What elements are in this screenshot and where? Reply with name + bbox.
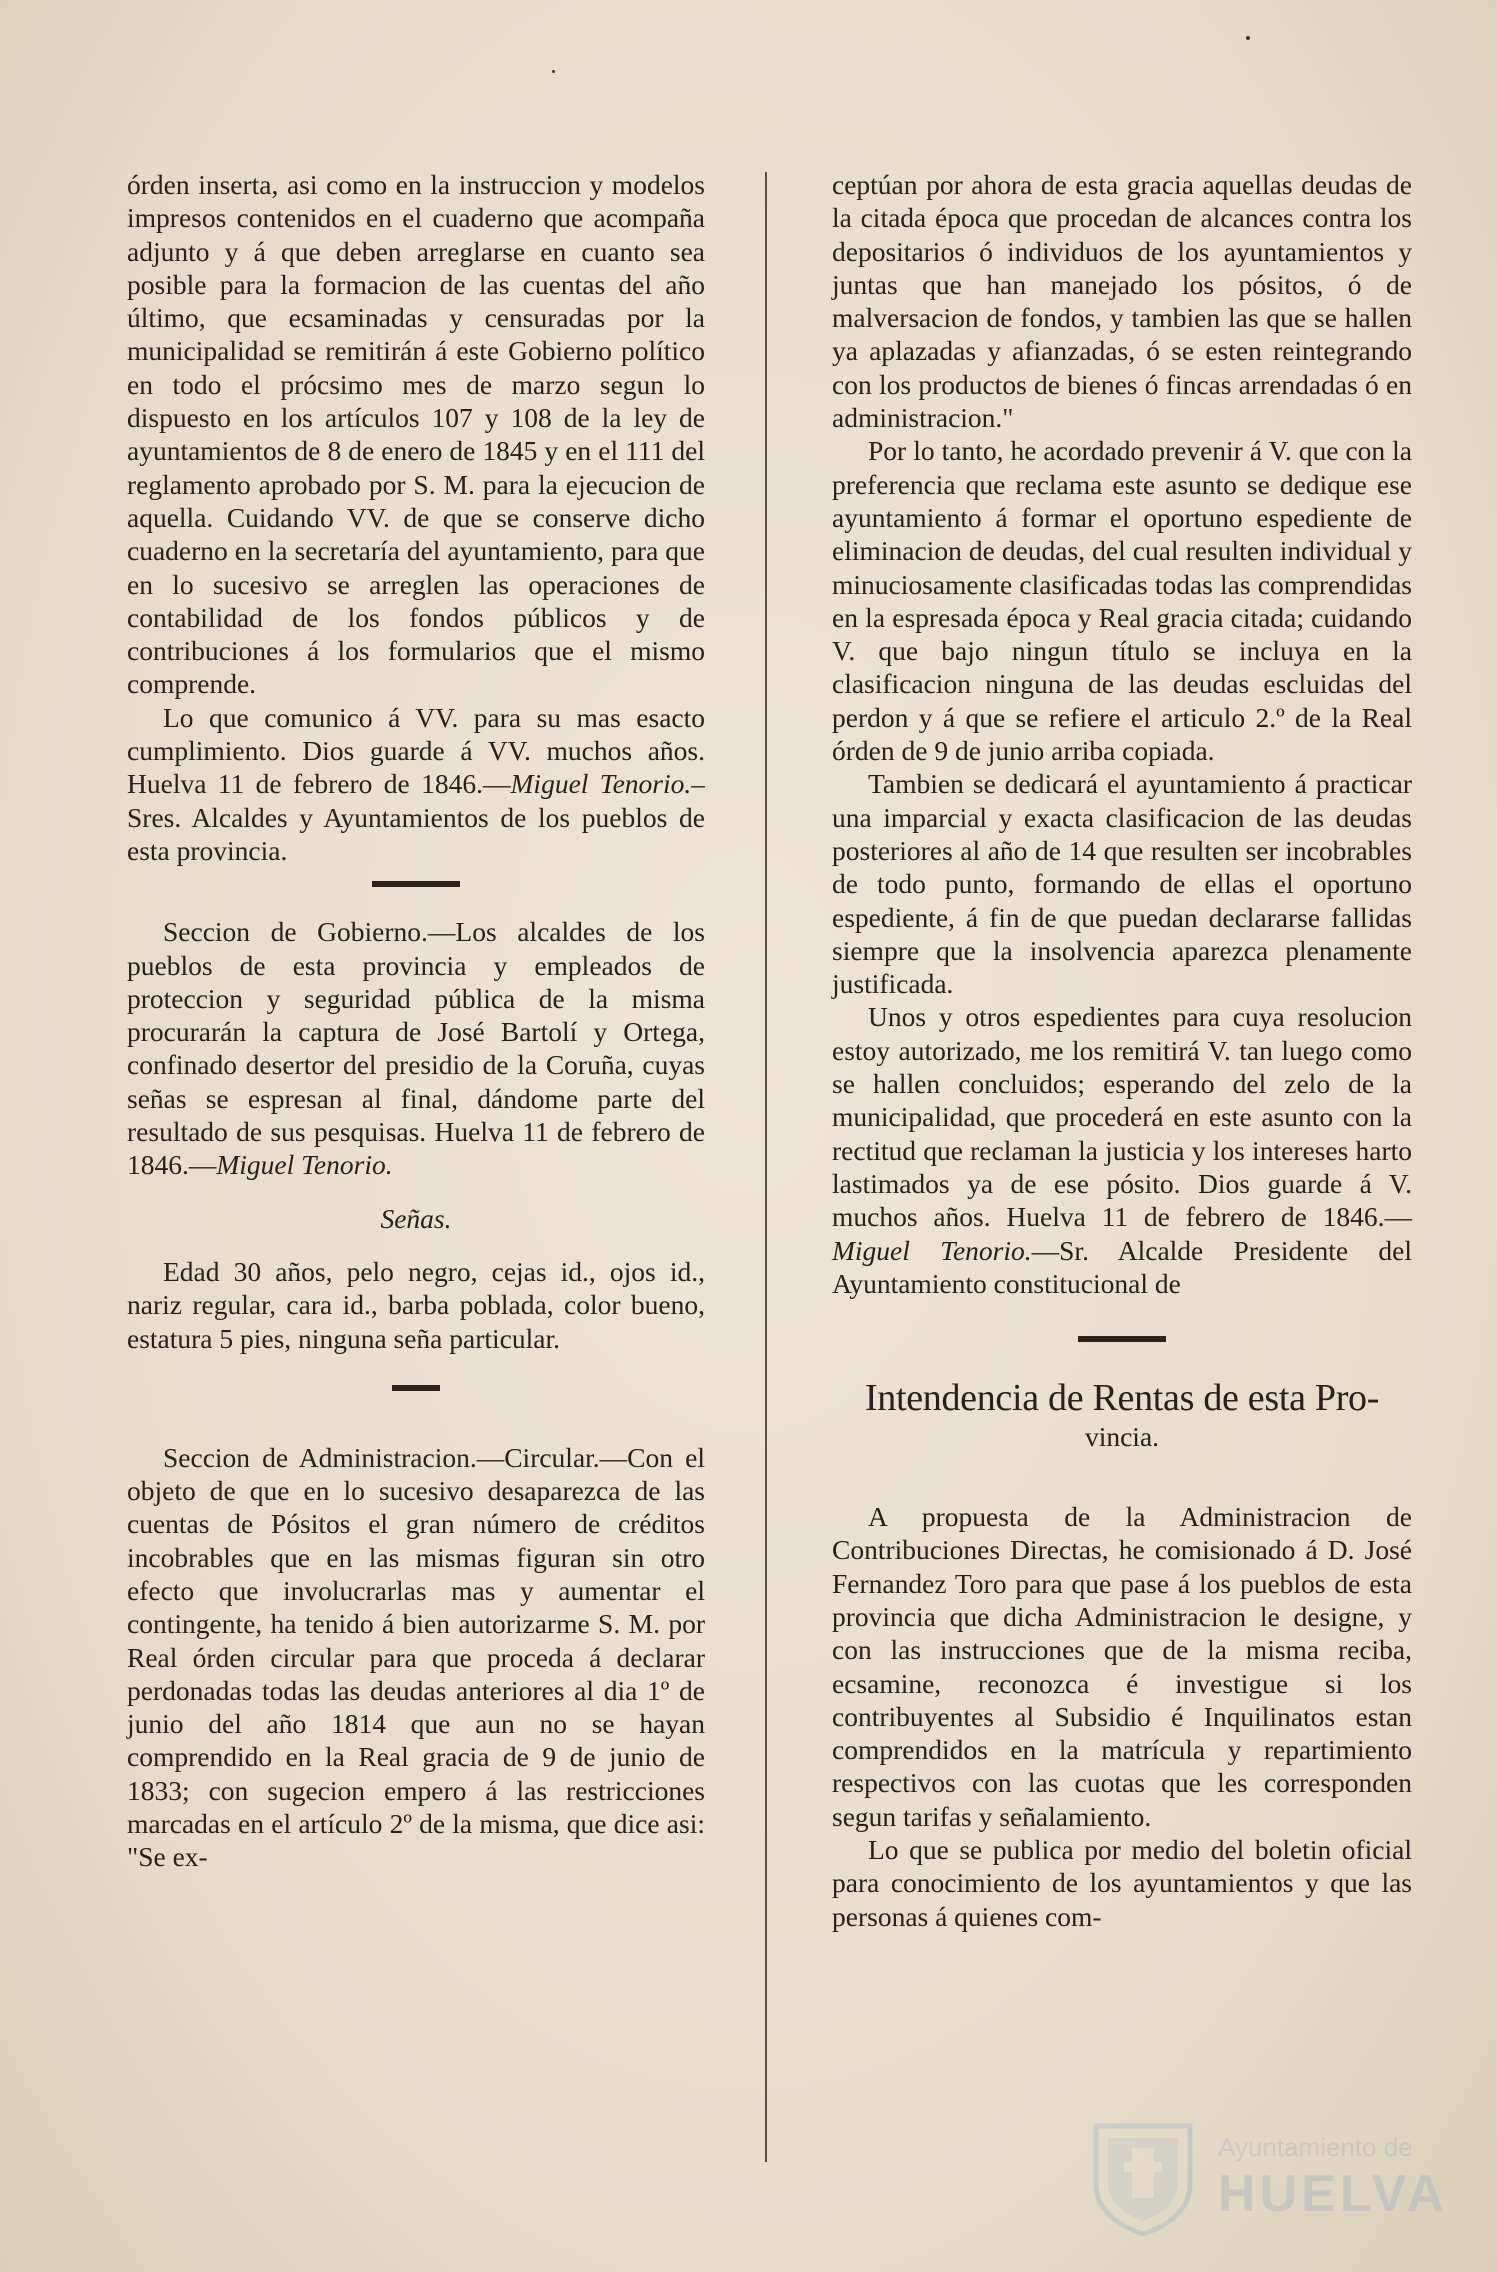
- addressee: –Sres. Alcaldes y Ayuntamientos de los pueblos de esta provincia.: [127, 768, 705, 866]
- paragraph-text: Unos y otros espedientes para cuya resolucion estoy autorizado, me los remitirá V. tan luego como se hallen concluidos; esperando del zelo de la municipalidad, que procederá en este asunto con la rectitud que reclaman la justicia y los intereses harto lastimados ya de ese pósito. Dios guarde á V. muchos años. Huelva 11 de febrero de 1846.—: [832, 1001, 1412, 1233]
- signature: Miguel Tenorio.: [510, 768, 692, 800]
- right-column: [832, 168, 1412, 1933]
- paragraph-seccion-gobierno: [127, 915, 705, 1181]
- paragraph-tambien: Tambien se dedicará el ayuntamiento á practicar una imparcial y exacta clasificacion de las deudas posteriores al año de 14 que resulten ser incobrables de todo punto, formando de ellas el oportuno espediente, á fin de que puedan declararse fallidas siempre que la insolvencia aparezca plenamente justificada.: [832, 768, 1412, 1000]
- paragraph-unos-y-otros: [832, 1000, 1412, 1300]
- section-divider: [392, 1385, 440, 1391]
- watermark-line-2: HUELVA: [1218, 2165, 1449, 2223]
- left-column: [127, 168, 705, 1874]
- paragraph-text: Lo que comunico á VV. para su mas esacto cumplimiento. Dios guarde á VV. muchos años. Huelva 11 de febrero de 1846.—: [127, 701, 705, 800]
- paragraph-comunico: [127, 701, 705, 867]
- paragraph-lo-que-se-publica: Lo que se publica por medio del boletin oficial para conocimiento de los ayuntamientos y que las personas á quienes com-: [832, 1834, 1412, 1932]
- paragraph-propuesta: A propuesta de la Administracion de Contribuciones Directas, he comisionado á D. José Fernandez Toro para que pase á los pueblos de esta provincia que dicha Administracion le designe, y con las instrucciones que de la misma reciba, ecsamine, reconozca é investigue si los contribuyentes al Subsidio é Inquilinatos estan comprendidos en la matrícula y repartimiento respectivos con las cuotas que les corresponden segun tarifas y señalamiento.: [832, 1501, 1412, 1832]
- section-divider: [1078, 1336, 1166, 1342]
- paragraph-text: Seccion de Gobierno.—Los alcaldes de los pueblos de esta provincia y empleados de proteccion y seguridad pública de la misma procurarán la captura de José Bartolí y Ortega, confinado desertor del presidio de la Coruña, cuyas señas se espresan al final, dándome parte del resultado de sus pesquisas. Huelva 11 de febrero de 1846.—: [127, 916, 705, 1181]
- section-divider: [372, 881, 460, 887]
- senas-title: Señas.: [380, 1202, 452, 1234]
- archive-watermark: [1088, 2118, 1449, 2238]
- section-heading-continuation: vincia.: [1084, 1421, 1160, 1453]
- watermark-line-1: Ayuntamiento de: [1218, 2132, 1413, 2162]
- signature: Miguel Tenorio.: [216, 1149, 393, 1181]
- paragraph-orden-continuation: órden inserta, asi como en la instruccion y modelos impresos contenidos en el cuaderno que acompaña adjunto y á que deben arreglarse en cuanto sea posible para la formacion de las cuentas del año último, que ecsaminadas y censuradas por la municipalidad se remitirán á este Gobierno político en todo el prócsimo mes de marzo segun lo dispuesto en los artículos 107 y 108 de la ley de ayuntamientos de 8 de enero de 1845 y en el 111 del reglamento aprobado por S. M. para la ejecucion de aquella. Cuidando VV. de que se conserve dicho cuaderno en la secretaría del ayuntamiento, para que en lo sucesivo se arreglen las operaciones de contabilidad de los fondos públicos y de contribuciones á los formularios que el mismo comprende.: [127, 169, 705, 700]
- paragraph-seccion-administracion: Seccion de Administracion.—Circular.—Con el objeto de que en lo sucesivo desaparezca de las cuentas de Pósitos el gran número de créditos incobrables que en las mismas figuran sin otro efecto que involucrarlas mas y aumentar el contingente, ha tenido á bien autorizarme S. M. por Real órden circular para que proceda á declarar perdonadas todas las deudas anteriores al dia 1º de junio del año 1814 que aun no se hayan comprendido en la Real gracia de 9 de junio de 1833; con sugecion empero á las restricciones marcadas en el artículo 2º de la misma, que dice asi: "Se ex-: [127, 1441, 705, 1873]
- ink-speck: [1246, 36, 1250, 40]
- section-heading: Intendencia de Rentas de esta Pro-: [864, 1377, 1380, 1420]
- paragraph-por-lo-tanto: Por lo tanto, he acordado prevenir á V. que con la preferencia que reclama este asunto se dedique ese ayuntamiento á formar el oportuno espediente de eliminacion de deudas, del cual resulten individual y minuciosamente clasificadas todas las comprendidas en la espresada época y Real gracia citada; cuidando V. que bajo ningun título se incluya en la clasificacion ninguna de las deudas escluidas del perdon y á que se refiere el articulo 2.º de la Real órden de 9 de junio arriba copiada.: [832, 435, 1412, 767]
- ink-speck: [552, 70, 555, 73]
- addressee: —Sr. Alcalde Presidente del Ayuntamiento constitucional de: [832, 1234, 1412, 1299]
- paragraph-senas: Edad 30 años, pelo negro, cejas id., ojos id., nariz regular, cara id., barba poblada, color bueno, estatura 5 pies, ninguna seña particular.: [127, 1255, 705, 1354]
- column-rule: [765, 172, 767, 2162]
- city-shield-icon: [1088, 2118, 1198, 2236]
- signature: Miguel Tenorio.: [832, 1234, 1032, 1266]
- paragraph-exceptuan: ceptúan por ahora de esta gracia aquellas deudas de la citada época que procedan de alcances contra los depositarios ó individuos de los ayuntamientos y juntas que han manejado los pósitos, ó de malversacion de fondos, y tambien las que se hallen ya aplazadas y afianzadas, ó se esten reintegrando con los productos de bienes ó fincas arrendadas ó en administracion.": [832, 169, 1412, 434]
